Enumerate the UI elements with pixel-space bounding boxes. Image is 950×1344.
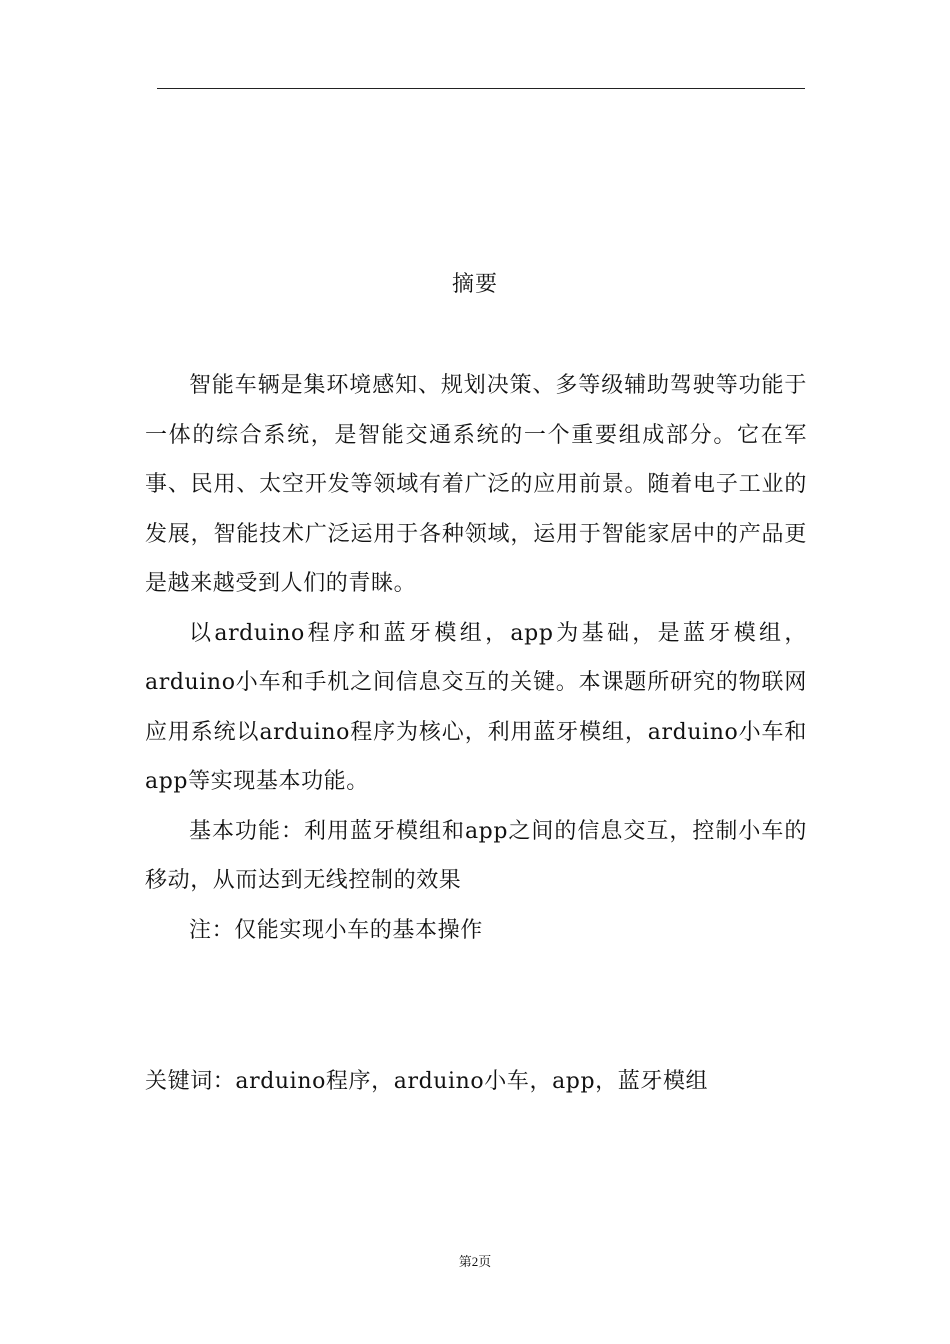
abstract-paragraph-4: 注：仅能实现小车的基本操作: [189, 917, 483, 943]
abstract-body: [145, 361, 807, 955]
page-number: 第2页: [458, 1254, 492, 1269]
abstract-paragraph-3: 基本功能：利用蓝牙模组和app之间的信息交互，控制小车的移动，从而达到无线控制的效果: [145, 818, 807, 893]
abstract-paragraph-2: 以arduino程序和蓝牙模组，app为基础，是蓝牙模组，arduino小车和手机之间信息交互的关键。本课题所研究的物联网应用系统以arduino程序为核心，利用蓝牙模组，arduino小车和app等实现基本功能。: [145, 620, 807, 794]
header-rule: [157, 88, 805, 89]
keywords-line: 关键词：arduino程序，arduino小车，app，蓝牙模组: [145, 1069, 709, 1094]
abstract-paragraph-1: 智能车辆是集环境感知、规划决策、多等级辅助驾驶等功能于一体的综合系统，是智能交通系统的一个重要组成部分。它在军事、民用、太空开发等领域有着广泛的应用前景。随着电子工业的发展，智能技术广泛运用于各种领域，运用于智能家居中的产品更是越来越受到人们的青睐。: [145, 373, 807, 596]
abstract-title: 摘要: [451, 272, 498, 297]
